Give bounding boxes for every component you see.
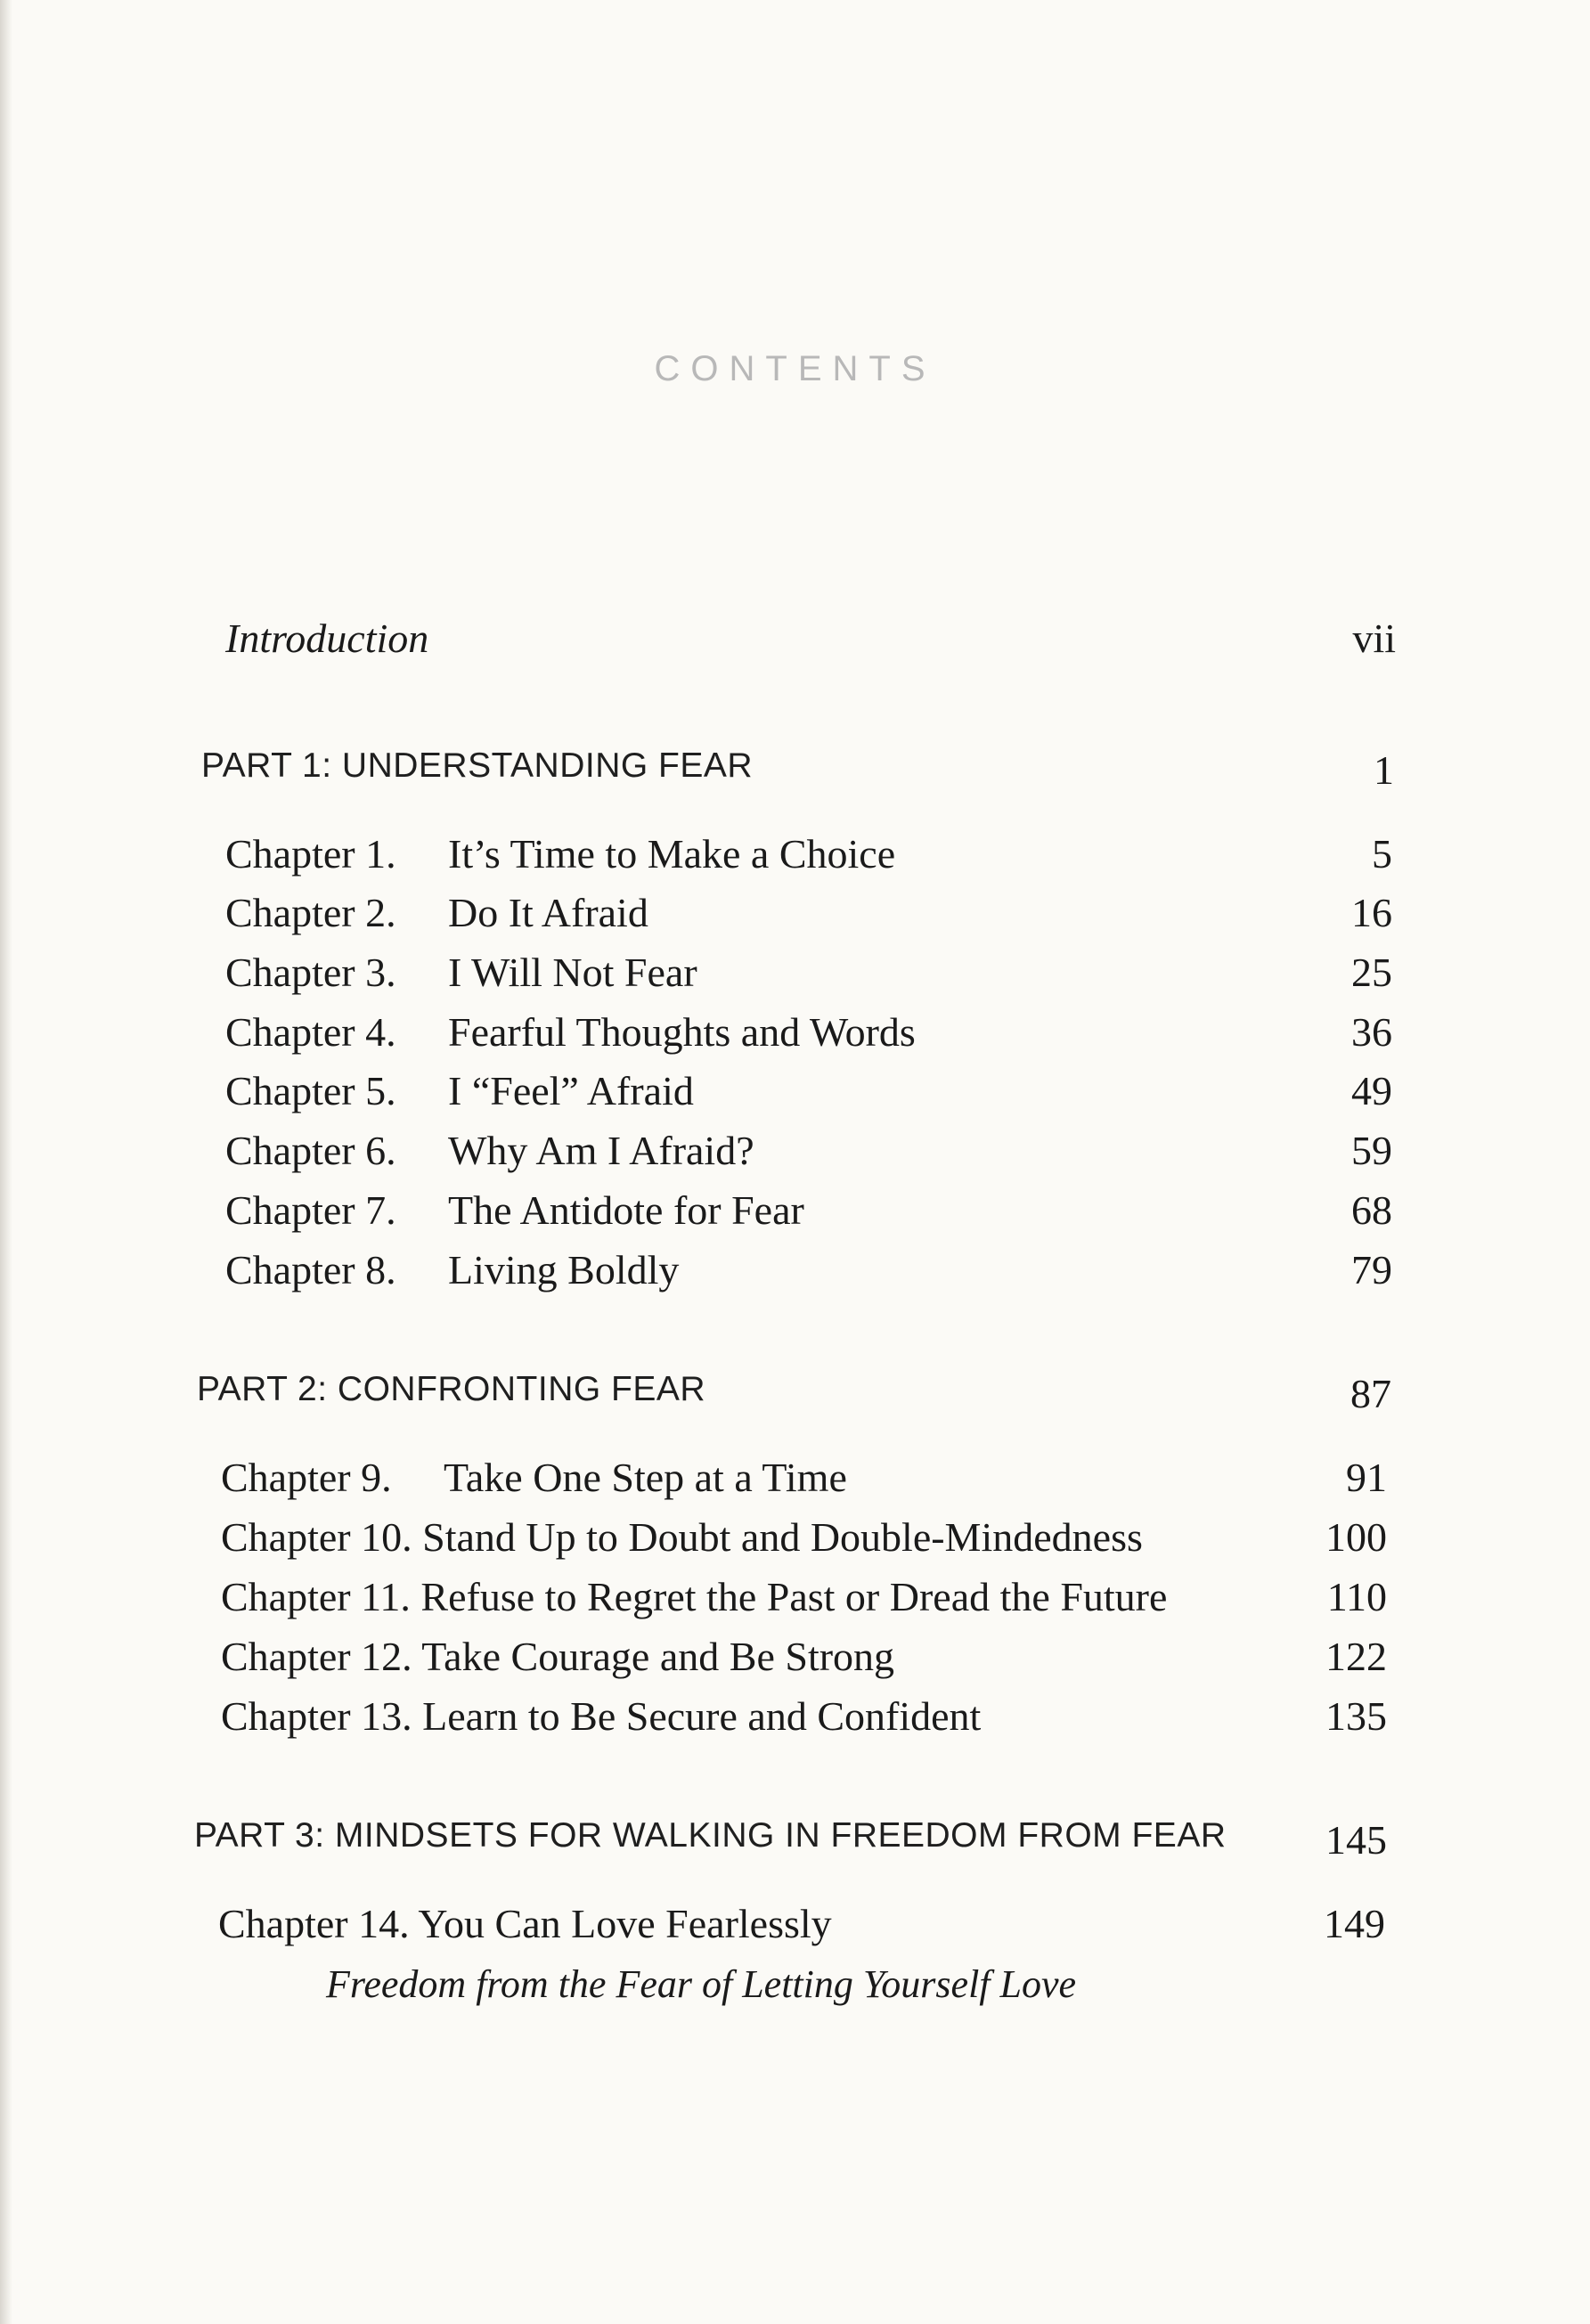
toc-part-page: 87 [1350,1371,1391,1416]
toc-part-page: 145 [1325,1817,1387,1863]
toc-chapter-title: Refuse to Regret the Past or Dread the Future [420,1574,1168,1619]
toc-chapter-page: 36 [1351,1009,1392,1055]
toc-chapter-title: The Antidote for Fear [448,1187,804,1233]
toc-chapter-title: I “Feel” Afraid [448,1068,694,1113]
toc-chapter-page: 5 [1372,831,1392,877]
toc-chapter-title: It’s Time to Make a Choice [448,831,896,877]
toc-chapter-number: Chapter 3. [225,950,396,995]
toc-chapter-number: Chapter 7. [225,1187,396,1233]
toc-chapter-number: Chapter 10. [221,1514,412,1560]
toc-chapter-page: 25 [1351,950,1392,995]
toc-chapter-number: Chapter 8. [225,1247,396,1292]
toc-chapter-number: Chapter 5. [225,1068,396,1113]
toc-chapter-page: 79 [1351,1247,1392,1292]
toc-chapter-number: Chapter 13. [221,1693,412,1739]
toc-introduction-label: Introduction [225,616,429,661]
toc-chapter-14-subtitle: Freedom from the Fear of Letting Yourself Love [326,1962,1077,2006]
toc-part-label: PART 2: CONFRONTING FEAR [197,1370,706,1408]
toc-chapter-number: Chapter 1. [225,831,396,877]
toc-chapter-number: Chapter 2. [225,890,396,935]
toc-chapter-page: 149 [1324,1901,1385,1946]
toc-introduction-page: vii [1352,616,1396,661]
toc-part-page: 1 [1374,747,1394,793]
toc-chapter-page: 122 [1325,1634,1387,1679]
toc-chapter-page: 110 [1326,1574,1387,1619]
toc-chapter-page: 135 [1325,1693,1387,1739]
toc-chapter-page: 49 [1351,1068,1392,1113]
toc-chapter-title: Why Am I Afraid? [448,1128,754,1173]
toc-part-label: PART 3: MINDSETS FOR WALKING IN FREEDOM FROM FEAR [194,1816,1227,1855]
toc-chapter-title: Living Boldly [448,1247,680,1292]
toc-chapter-number: Chapter 9. [221,1455,392,1500]
toc-chapter-page: 59 [1351,1128,1392,1173]
contents-heading: CONTENTS [654,349,936,388]
toc-chapter-number: Chapter 4. [225,1009,396,1055]
toc-chapter-number: Chapter 6. [225,1128,396,1173]
toc-chapter-number: Chapter 12. [221,1634,412,1679]
toc-chapter-number: Chapter 14. [218,1901,410,1946]
toc-part-label: PART 1: UNDERSTANDING FEAR [201,746,754,785]
toc-chapter-title: Take Courage and Be Strong [421,1634,895,1679]
toc-chapter-title: Take One Step at a Time [444,1455,847,1500]
toc-chapter-page: 68 [1351,1187,1392,1233]
toc-chapter-title: Do It Afraid [448,890,648,935]
toc-chapter-title: Fearful Thoughts and Words [448,1009,916,1055]
toc-chapter-title: I Will Not Fear [448,950,697,995]
toc-chapter-page: 16 [1351,890,1392,935]
toc-chapter-title: You Can Love Fearlessly [418,1901,832,1946]
toc-chapter-page: 100 [1325,1514,1387,1560]
toc-chapter-title: Stand Up to Doubt and Double-Mindedness [422,1514,1143,1560]
toc-chapter-number: Chapter 11. [221,1574,411,1619]
toc-chapter-page: 91 [1346,1455,1387,1500]
toc-chapter-title: Learn to Be Secure and Confident [422,1693,982,1739]
